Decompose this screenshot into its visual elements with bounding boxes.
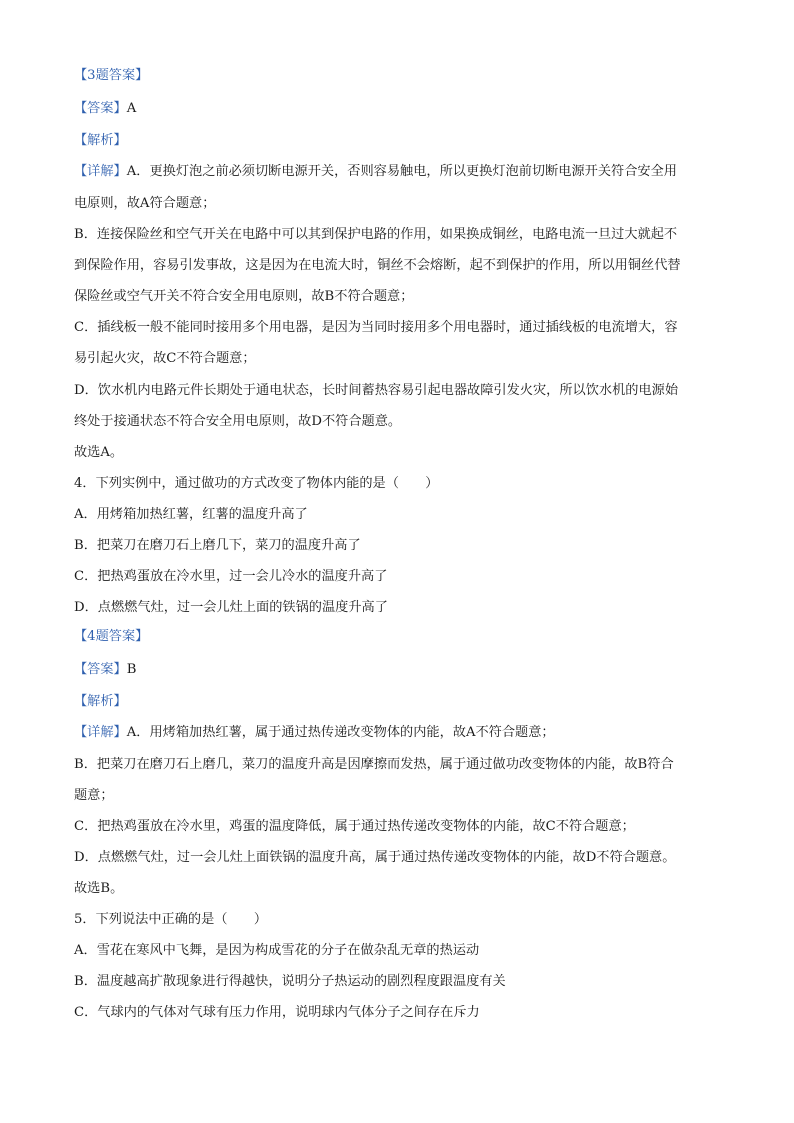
q4-detail-text: B．把菜刀在磨刀石上磨几，菜刀的温度升高是因摩擦而发热，属于通过做功改变物体的内能，故B符合	[74, 757, 674, 772]
q4-option-b: B．把菜刀在磨刀石上磨几下，菜刀的温度升高了	[74, 538, 361, 553]
q3-detail-text: D．饮水机内电路元件长期处于通电状态，长时间蓄热容易引起电器故障引发火灾，所以饮水机的电源始	[74, 383, 679, 398]
q3-answer-value: A	[126, 101, 137, 116]
q3-detail-text: 易引起火灾，故C不符合题意；	[74, 351, 256, 366]
q3-detail-line	[74, 162, 714, 182]
q3-analysis-tag: 【解析】	[74, 133, 127, 148]
q3-detail-text: 保险丝或空气开关不符合安全用电原则，故B不符合题意；	[74, 289, 414, 304]
q4-detail-text: A．用烤箱加热红薯，属于通过热传递改变物体的内能，故A不符合题意；	[126, 725, 555, 740]
q4-option-a: A．用烤箱加热红薯，红薯的温度升高了	[74, 507, 308, 522]
q5-option-a: A．雪花在寒风中飞舞，是因为构成雪花的分子在做杂乱无章的热运动	[74, 943, 480, 958]
q3-detail-text: 到保险作用，容易引发事故，这是因为在电流大时，铜丝不会熔断，起不到保护的作用，所以用铜丝代替	[74, 258, 681, 273]
answer-tag: 【答案】	[74, 101, 127, 116]
q4-detail-text: 题意；	[74, 788, 114, 803]
detail-tag: 【详解】	[74, 725, 127, 740]
q3-detail-text: C．插线板一般不能同时接用多个用电器，是因为当同时接用多个用电器时，通过插线板的电流增大，容	[74, 320, 678, 335]
q4-detail-line	[74, 723, 714, 743]
q4-analysis-tag: 【解析】	[74, 694, 127, 709]
q4-question: 4．下列实例中，通过做功的方式改变了物体内能的是（ ）	[74, 476, 439, 491]
detail-tag: 【详解】	[74, 164, 127, 179]
q4-option-d: D．点燃燃气灶，过一会儿灶上面的铁锅的温度升高了	[74, 600, 388, 615]
q4-detail-text: C．把热鸡蛋放在冷水里，鸡蛋的温度降低，属于通过热传递改变物体的内能，故C不符合题意；	[74, 819, 635, 834]
q3-detail-text: A．更换灯泡之前必须切断电源开关，否则容易触电，所以更换灯泡前切断电源开关符合安全用	[126, 164, 677, 179]
q4-detail-text: D．点燃燃气灶，过一会儿灶上面铁锅的温度升高，属于通过热传递改变物体的内能，故D不符合题意。	[74, 850, 676, 865]
q4-conclusion: 故选B。	[74, 881, 124, 896]
q3-answer-line	[74, 99, 714, 119]
q4-option-c: C．把热鸡蛋放在冷水里，过一会儿冷水的温度升高了	[74, 569, 388, 584]
q3-detail-text: 终处于接通状态不符合安全用电原则，故D不符合题意。	[74, 414, 402, 429]
q3-conclusion: 故选A。	[74, 445, 124, 460]
q5-question: 5．下列说法中正确的是（ ）	[74, 912, 268, 927]
answer-tag: 【答案】	[74, 662, 127, 677]
q3-detail-text: B．连接保险丝和空气开关在电路中可以其到保护电路的作用，如果换成铜丝，电路电流一旦过大就起不	[74, 227, 678, 242]
q5-option-b: B．温度越高扩散现象进行得越快，说明分子热运动的剧烈程度跟温度有关	[74, 974, 506, 989]
q3-answer-header: 【3题答案】	[74, 68, 149, 83]
q5-option-c: C．气球内的气体对气球有压力作用，说明球内气体分子之间存在斥力	[74, 1005, 480, 1020]
q4-answer-header: 【4题答案】	[74, 629, 149, 644]
q4-answer-value: B	[126, 662, 137, 677]
q4-answer-line	[74, 660, 714, 680]
q3-detail-text: 电原则，故A符合题意；	[74, 196, 216, 211]
